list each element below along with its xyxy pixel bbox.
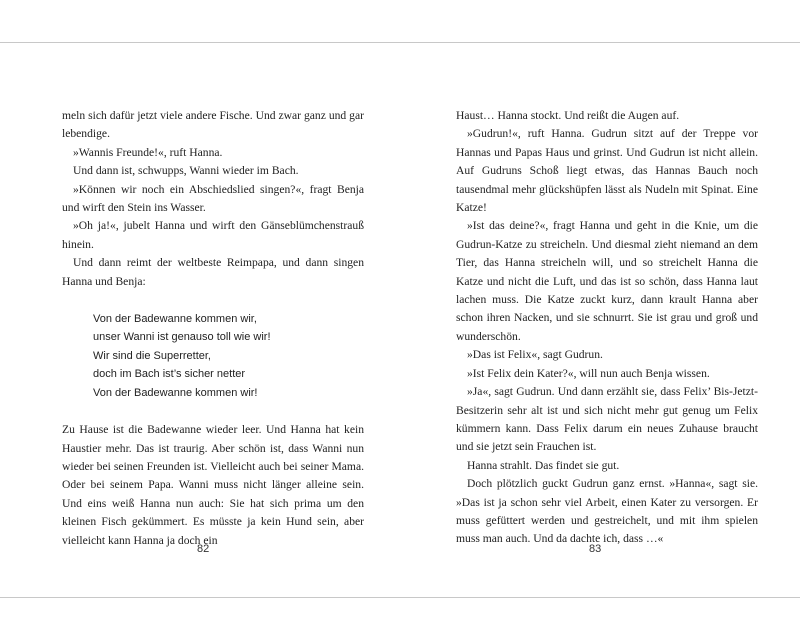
page-number-right: 83 <box>589 543 602 555</box>
paragraph: Und dann reimt der weltbeste Reimpapa, und dann singen Hanna und Benja: <box>62 256 364 288</box>
paragraph: »Ist Felix dein Kater?«, will nun auch Benja wissen. <box>467 366 710 380</box>
verse-line: Wir sind die Superretter, <box>93 349 211 362</box>
paragraph: Zu Hause ist die Badewanne wieder leer. Und Hanna hat kein Haustier mehr. Das ist traurig. Aber schön ist, dass Wanni nun wieder bei seinen Freunden ist. Vielleicht auch bei seiner Mama. Oder bei seinem Papa. Wanni muss nicht länger alleine sein. Und eins weiß Hanna nun auch: Sie hat sich prima um den kleinen Fisch gekümmert. Es müsste ja kein Hund sein, aber vielleicht kann Hanna ja doch ein <box>62 423 364 547</box>
paragraph: »Wannis Freunde!«, ruft Hanna. <box>73 145 223 159</box>
paragraph: »Ist das deine?«, fragt Hanna und geht in die Knie, um die Gudrun-Katze zu streicheln. Und diesmal zieht niemand an dem Tier, das Hanna streicheln will, und so streichelt Hanna die Katze und nicht die Luft, und das ist so schön, dass Hanna laut lachen muss. Die Katze zuckt kurz, dann krault Hanna aber schon ihren Nacken, und sie schnurrt. Sie ist grau und groß und wunderschön. <box>456 219 758 343</box>
paragraph: »Gudrun!«, ruft Hanna. Gudrun sitzt auf der Treppe vor Hannas und Papas Haus und grinst. Und Gudrun ist nicht allein. Auf Gudruns Schoß liegt etwas, das Hannas Bauch noch tausendmal mehr glückshüpfen lässt als Nudeln mit Spinat. Eine Katze! <box>456 127 758 215</box>
right-page-text <box>456 107 758 549</box>
page-number-left: 82 <box>197 543 210 555</box>
paragraph: meln sich dafür jetzt viele andere Fische. Und zwar ganz und gar lebendige. <box>62 109 364 141</box>
paragraph: »Können wir noch ein Abschiedslied singen?«, fragt Benja und wirft den Stein ins Wasser. <box>62 182 364 215</box>
left-page-text <box>62 107 364 550</box>
paragraph: »Oh ja!«, jubelt Hanna und wirft den Gänseblümchenstrauß hinein. <box>62 219 364 251</box>
paragraph: Haust… Hanna stockt. Und reißt die Augen auf. <box>456 109 680 122</box>
paragraph: »Das ist Felix«, sagt Gudrun. <box>467 348 603 362</box>
verse-line: Von der Badewanne kommen wir! <box>93 386 258 399</box>
verse-line: Von der Badewanne kommen wir, <box>93 313 257 326</box>
song-verse <box>93 310 364 402</box>
paragraph: Hanna strahlt. Das findet sie gut. <box>467 458 620 472</box>
verse-line: unser Wanni ist genauso toll wie wir! <box>93 331 271 344</box>
verse-line: doch im Bach ist’s sicher netter <box>93 368 246 381</box>
paragraph: »Ja«, sagt Gudrun. Und dann erzählt sie, dass Felix’ Bis-Jetzt-Besitzerin sehr alt ist und sich nicht mehr gut genug um Felix kümmern kann. Dass Felix darum ein neues Zuhause braucht und sie jetzt sein Frauchen ist. <box>456 385 758 454</box>
paragraph: Und dann ist, schwupps, Wanni wieder im Bach. <box>73 164 299 178</box>
book-spread <box>0 42 800 598</box>
paragraph: Doch plötzlich guckt Gudrun ganz ernst. »Hanna«, sagt sie. »Das ist ja schon sehr viel Arbeit, einen Kater zu versorgen. Er muss gefüttert werden und gestreichelt, und mit ihm spielen muss man auch. Und da dachte ich, dass …« <box>456 477 758 546</box>
